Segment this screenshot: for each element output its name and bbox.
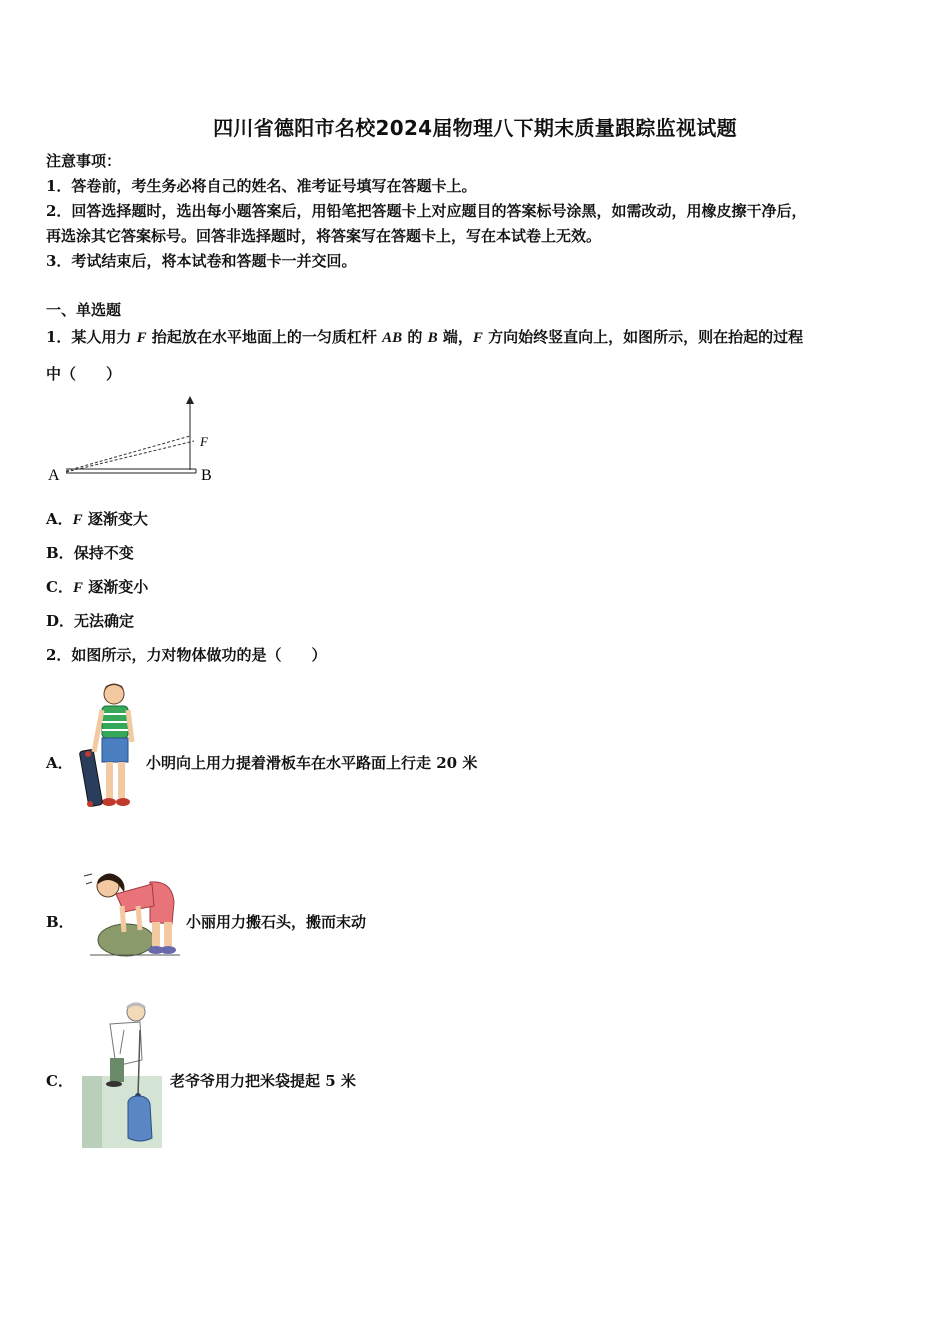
notice-item-2-cont: 再选涂其它答案标号。回答非选择题时，将答案写在答题卡上，写在本试卷上无效。 [46,227,602,245]
q2-option-a-key: A． [46,754,73,772]
q2-option-b-key: B． [46,913,74,931]
q1-option-d [46,611,134,631]
q1-option-c-key: C． [46,578,73,596]
notice-item-3: 3．考试结束后，将本试卷和答题卡一并交回。 [46,252,357,270]
q2-option-c-text: 老爷爷用力把米袋提起 5 米 [170,1072,356,1090]
q1-stem [46,327,803,348]
q1-stem-d: 端， [437,328,473,346]
q1-stem-b: 抬起放在水平地面上的一匀质杠杆 [146,328,383,346]
q2-option-c-key: C． [46,1072,73,1090]
q2-stem: 2．如图所示，力对物体做功的是（ ） [46,646,327,664]
q1-stem-e: 方向始终竖直向上，如图所示，则在抬起的过程 [482,328,804,346]
q2-option-a-text: 小明向上用力提着滑板车在水平路面上行走 20 米 [146,754,478,772]
q1-var-ab: AB [382,330,403,346]
q2-option-b-text: 小丽用力搬石头，搬而末动 [186,913,367,931]
girl-rock-illustration [80,862,184,962]
lever-figure [40,390,230,490]
notice-item-2: 2．回答选择题时，选出每小题答案后，用铅笔把答题卡上对应题目的答案标号涂黑，如需改动，用橡皮擦干净后， [46,202,807,220]
q1-option-a [46,509,148,530]
q1-option-a-var: F [72,512,83,528]
notice-heading: 注意事项： [46,152,122,170]
q1-stem-line2: 中（ ） [46,365,122,383]
q1-option-d-key: D． [46,612,75,630]
q1-var-b: B [427,330,438,346]
notice-item-1: 1．答卷前，考生务必将自己的姓名、准考证号填写在答题卡上。 [46,177,477,195]
q1-stem-a: 1．某人用力 [46,328,137,346]
q1-var-f2: F [472,330,483,346]
q1-option-c-var: F [72,580,83,596]
lever-label-f: F [200,434,208,449]
boy-skateboard-illustration [80,680,142,820]
section-heading: 一、单选题 [46,301,122,319]
lever-label-a: A [48,467,60,484]
page-title: 四川省德阳市名校2024届物理八下期末质量跟踪监视试题 [213,116,737,140]
q1-option-d-text: 无法确定 [74,612,135,630]
q1-option-b-text: 保持不变 [73,544,134,562]
q1-option-c-text: 逐渐变小 [88,578,149,596]
q1-stem-c: 的 [402,328,428,346]
q1-option-c [46,577,148,598]
q1-option-a-text: 逐渐变大 [87,510,148,528]
grandpa-ricebag-illustration [80,1000,164,1150]
q1-var-f: F [136,330,147,346]
q1-option-b-key: B． [46,544,74,562]
q1-option-a-key: A． [46,510,73,528]
lever-label-b: B [201,467,212,484]
q1-option-b [46,543,134,563]
